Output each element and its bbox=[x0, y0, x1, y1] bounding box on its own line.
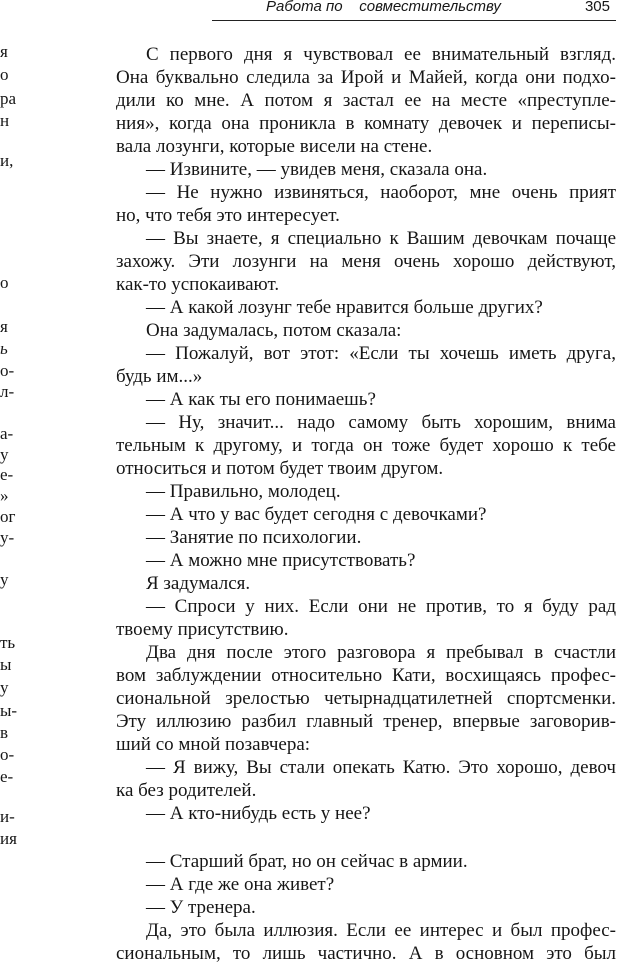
text-line: захожу. Эти лозунги на меня очень хорошо действуют, bbox=[116, 251, 616, 272]
text-line: будь им...» bbox=[116, 366, 203, 387]
left-fragment: у bbox=[0, 445, 9, 464]
left-fragment: н bbox=[0, 111, 10, 130]
text-line: ния», когда она проникла в комнату девочек и переписы- bbox=[116, 113, 616, 134]
text-line: — Старший брат, но он сейчас в армии. bbox=[146, 851, 468, 872]
left-fragment: и, bbox=[0, 151, 14, 170]
left-fragment: а- bbox=[0, 424, 14, 443]
text-line: вом заблуждении относительно Кати, восхищаясь профес- bbox=[116, 665, 616, 686]
text-line: — У тренера. bbox=[146, 897, 256, 918]
text-line: — Я вижу, Вы стали опекать Катю. Это хорошо, девоч bbox=[146, 757, 616, 778]
text-line: Я задумался. bbox=[146, 573, 251, 594]
text-line: вала лозунги, которые висели на стене. bbox=[116, 136, 433, 157]
text-line: сиональным, то лишь частично. А в основном это был bbox=[116, 943, 616, 964]
text-line: как-то успокаивают. bbox=[116, 274, 280, 295]
text-line: — А кто-нибудь есть у нее? bbox=[146, 803, 371, 824]
left-fragment: и- bbox=[0, 807, 15, 826]
text-line: тельным к другому, и тогда он тоже будет хорошо к тебе bbox=[116, 435, 616, 456]
text-line: — А как ты его понимаешь? bbox=[146, 389, 376, 410]
text-line: — Извините, — увидев меня, сказала она. bbox=[146, 159, 488, 180]
left-fragment: о bbox=[0, 65, 9, 84]
left-fragment: е- bbox=[0, 465, 14, 484]
text-line: — А где же она живет? bbox=[146, 874, 335, 895]
left-fragment: » bbox=[0, 486, 9, 505]
left-fragment: у- bbox=[0, 528, 15, 547]
text-line: относиться и потом будет твоим другом. bbox=[116, 458, 444, 479]
text-line: — А какой лозунг тебе нравится больше других? bbox=[146, 297, 543, 318]
page-number: 305 bbox=[584, 0, 610, 15]
left-fragment: я bbox=[0, 42, 8, 61]
text-line: но, что тебя это интересует. bbox=[116, 205, 340, 226]
left-fragment: у bbox=[0, 678, 9, 697]
text-line: — А можно мне присутствовать? bbox=[146, 550, 416, 571]
body-text bbox=[116, 43, 616, 965]
left-fragment: о bbox=[0, 273, 9, 292]
left-fragment: е- bbox=[0, 767, 14, 786]
paragraph-gap bbox=[116, 825, 616, 850]
running-title: Работа по совместительству bbox=[266, 0, 501, 15]
left-fragment: ы- bbox=[0, 701, 18, 720]
left-fragment: ь bbox=[0, 339, 8, 358]
left-fragment: о- bbox=[0, 745, 15, 764]
text-line: Она буквально следила за Ирой и Майей, когда они подхо- bbox=[116, 67, 616, 88]
left-fragment: ы bbox=[0, 655, 12, 674]
text-line: — Не нужно извиняться, наоборот, мне очень прият bbox=[146, 182, 616, 203]
text-line: — Занятие по психологии. bbox=[146, 527, 362, 548]
text-line: твоему присутствию. bbox=[116, 619, 289, 640]
text-line: — Ну, значит... надо самому быть хорошим, внима bbox=[146, 412, 616, 433]
text-line: Да, это была иллюзия. Если ее интерес и был профес- bbox=[146, 920, 616, 941]
left-fragment: ог bbox=[0, 507, 16, 526]
previous-page-edge-fragments bbox=[0, 0, 30, 879]
text-line: Эту иллюзию разбил главный тренер, впервые заговорив- bbox=[116, 711, 616, 732]
text-line: — Спроси у них. Если они не против, то я буду рад bbox=[146, 596, 616, 617]
left-fragment: ия bbox=[0, 829, 17, 848]
left-fragment: я bbox=[0, 317, 8, 336]
left-fragment: л- bbox=[0, 382, 15, 401]
left-fragment: ть bbox=[0, 633, 16, 652]
left-fragment: ра bbox=[0, 89, 17, 108]
left-fragment: в bbox=[0, 723, 9, 742]
text-line: Она задумалась, потом сказала: bbox=[146, 320, 402, 341]
text-line: — Пожалуй, вот этот: «Если ты хочешь иметь друга, bbox=[146, 343, 616, 364]
text-line: сиональной зрелостью четырнадцатилетней спортсменки. bbox=[116, 688, 616, 709]
text-line: ший со мной позавчера: bbox=[116, 734, 311, 755]
left-fragment: о- bbox=[0, 361, 15, 380]
running-header bbox=[212, 0, 616, 21]
text-line: — Правильно, молодец. bbox=[146, 481, 341, 502]
left-fragment: у bbox=[0, 570, 9, 589]
text-line: Два дня после этого разговора я пребывал в счастли bbox=[146, 642, 616, 663]
text-line: — Вы знаете, я специально к Вашим девочкам почаще bbox=[146, 228, 616, 249]
text-line: — А что у вас будет сегодня с девочками? bbox=[146, 504, 487, 525]
text-line: ка без родителей. bbox=[116, 780, 257, 801]
text-line: дили ко мне. А потом я застал ее на месте «преступле- bbox=[116, 90, 616, 111]
text-line: С первого дня я чувствовал ее внимательный взгляд. bbox=[146, 44, 616, 65]
